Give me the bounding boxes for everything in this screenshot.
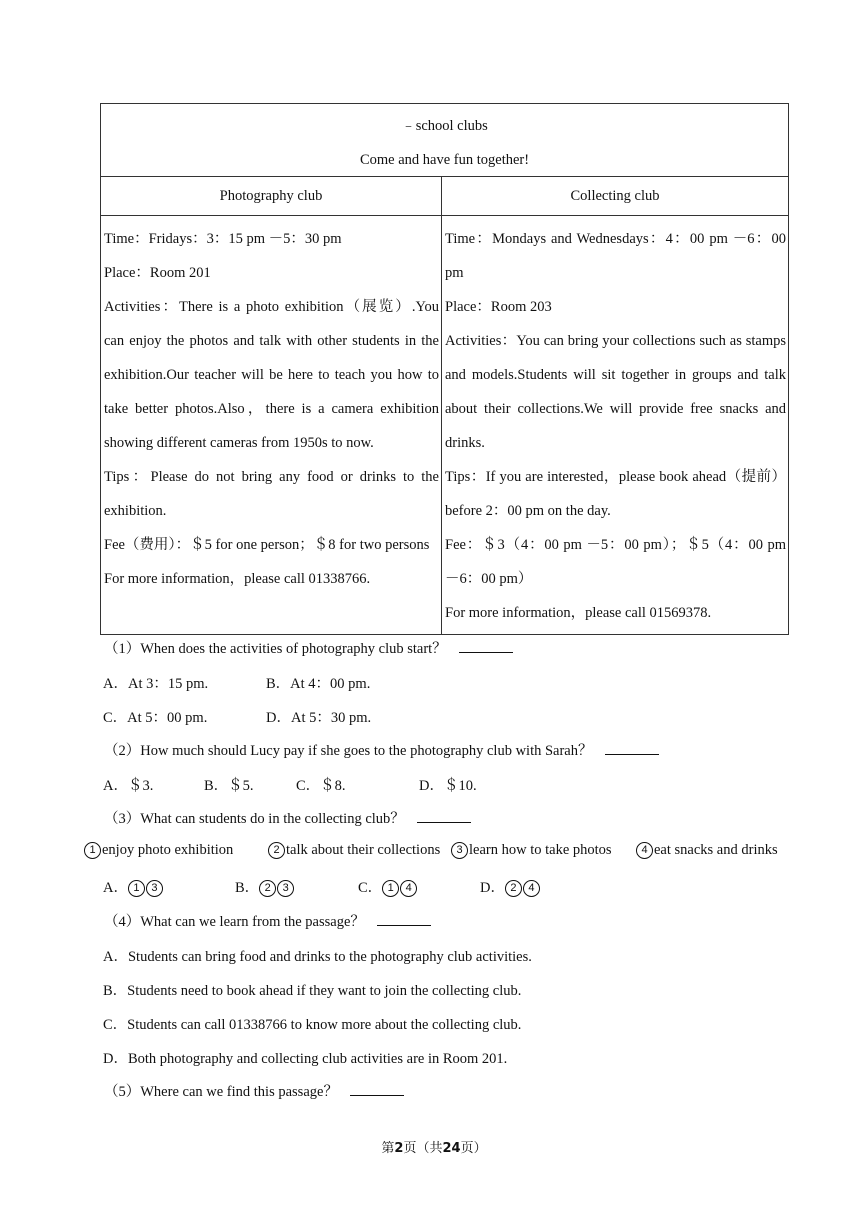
q1-option-a: A．At 3：15 pm.: [103, 676, 209, 692]
q1-option-b: B．At 4：00 pm.: [266, 676, 371, 692]
photography-info: For more information，please call 01338766.: [104, 571, 371, 587]
total-pages: 24: [442, 1141, 461, 1156]
photography-activities: Activities：There is a photo exhibition（展览）.You can enjoy the photos and talk with other students in the exhibition.Our teacher will be here to teach you how to take better photos.Also，there is a camera exhibition showing different cameras from 1950s to now.: [104, 299, 439, 451]
notice-title: ﹣school clubs: [401, 118, 488, 134]
page-footer: [0, 1137, 868, 1156]
club-notice-table: [100, 103, 789, 635]
q2-option-a: A．＄3.: [103, 778, 154, 794]
photography-club-name: Photography club: [101, 177, 442, 216]
collecting-club-name: Collecting club: [442, 177, 789, 216]
question-4: [104, 911, 868, 932]
circled-number: 2: [268, 842, 285, 859]
collecting-club-details: [442, 216, 789, 635]
collecting-tips: Tips：If you are interested，please book ahead（提前）before 2：00 pm on the day.: [445, 469, 787, 519]
q3-option-b: [235, 876, 295, 897]
page-number: 2: [394, 1141, 404, 1156]
question-1-stem: （1）When does the activities of photography club start？: [104, 641, 447, 657]
answer-blank-1[interactable]: [459, 638, 513, 653]
footer-suffix: 页）: [460, 1141, 487, 1156]
collecting-fee: Fee：＄3（4：00 pm －5：00 pm）；＄5（4：00 pm －6：00 pm）: [445, 537, 787, 587]
q3-item-text: talk about their collections: [286, 842, 441, 858]
notice-header: [101, 104, 789, 177]
question-1: [104, 638, 868, 659]
q1-option-d: D．At 5：30 pm.: [266, 710, 372, 726]
q2-option-d: D．＄10.: [419, 778, 477, 794]
circled-number: 2: [505, 880, 522, 897]
q3-item-4: [636, 842, 778, 859]
answer-blank-2[interactable]: [605, 740, 659, 755]
circled-number: 3: [146, 880, 163, 897]
collecting-info: For more information，please call 01569378.: [445, 605, 712, 621]
q3-item-text: eat snacks and drinks: [654, 842, 778, 858]
q3-item-text: enjoy photo exhibition: [102, 842, 234, 858]
option-label: C．: [358, 880, 383, 896]
question-4-stem: （4）What can we learn from the passage？: [104, 914, 365, 930]
footer-prefix: 第: [381, 1141, 395, 1156]
answer-blank-3[interactable]: [417, 808, 471, 823]
option-label: A．: [103, 880, 128, 896]
option-label: B．: [235, 880, 260, 896]
question-2: [104, 740, 868, 761]
collecting-place: Place：Room 203: [445, 299, 552, 315]
q4-option-a: A．Students can bring food and drinks to the photography club activities.: [103, 949, 532, 965]
circled-number: 2: [259, 880, 276, 897]
question-3: [104, 808, 868, 829]
q3-item-2: [268, 842, 440, 859]
q4-option-b: B．Students need to book ahead if they want to join the collecting club.: [103, 983, 522, 999]
collecting-activities: Activities：You can bring your collections such as stamps and models.Students will sit together in groups and talk about their collections.We will provide free snacks and drinks.: [445, 333, 787, 451]
collecting-time: Time：Mondays and Wednesdays：4：00 pm －6：00 pm: [445, 231, 787, 281]
option-label: D．: [480, 880, 505, 896]
question-5-stem: （5）Where can we find this passage？: [104, 1084, 338, 1100]
circled-number: 3: [277, 880, 294, 897]
photography-club-details: [101, 216, 442, 635]
q3-item-3: [451, 842, 612, 859]
circled-number: 1: [382, 880, 399, 897]
circled-number: 1: [128, 880, 145, 897]
q4-option-c: C．Students can call 01338766 to know more about the collecting club.: [103, 1017, 522, 1033]
photography-place: Place：Room 201: [104, 265, 211, 281]
photography-time: Time：Fridays：3：15 pm －5：30 pm: [104, 231, 342, 247]
circled-number: 4: [400, 880, 417, 897]
footer-mid: 页（共: [403, 1141, 443, 1156]
q3-item-text: learn how to take photos: [469, 842, 612, 858]
question-2-stem: （2）How much should Lucy pay if she goes to the photography club with Sarah？: [104, 743, 593, 759]
notice-subtitle: Come and have fun together!: [359, 152, 530, 168]
circled-number: 3: [451, 842, 468, 859]
q3-option-a: [103, 876, 164, 897]
photography-tips: Tips：Please do not bring any food or drinks to the exhibition.: [104, 469, 439, 519]
circled-number: 4: [636, 842, 653, 859]
photography-fee: Fee（费用）：＄5 for one person；＄8 for two persons: [104, 537, 430, 553]
question-5: [104, 1081, 868, 1102]
q3-option-d: [480, 876, 541, 897]
q3-option-c: [358, 876, 418, 897]
q2-option-c: C．＄8.: [296, 778, 346, 794]
circled-number: 1: [84, 842, 101, 859]
answer-blank-5[interactable]: [350, 1081, 404, 1096]
circled-number: 4: [523, 880, 540, 897]
answer-blank-4[interactable]: [377, 911, 431, 926]
question-3-stem: （3）What can students do in the collecting club？: [104, 811, 405, 827]
q4-option-d: D．Both photography and collecting club activities are in Room 201.: [103, 1051, 508, 1067]
q2-option-b: B．＄5.: [204, 778, 254, 794]
q1-option-c: C．At 5：00 pm.: [103, 710, 208, 726]
q3-item-1: [84, 842, 233, 859]
